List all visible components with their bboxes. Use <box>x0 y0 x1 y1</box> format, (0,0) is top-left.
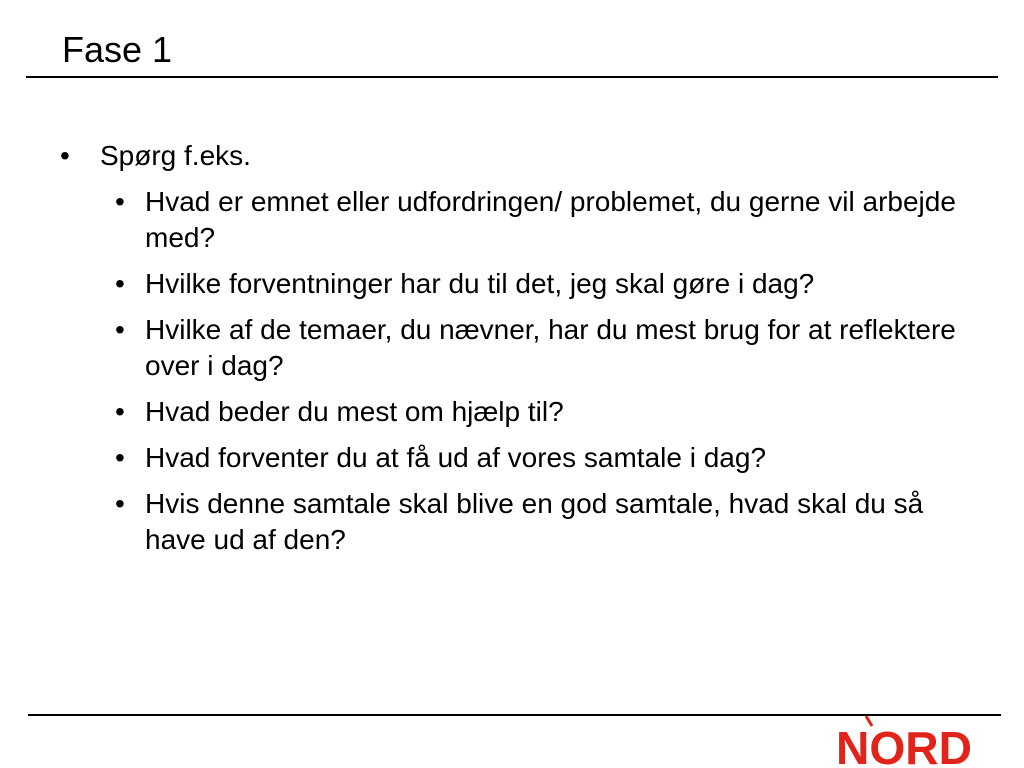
main-bullet-text: Spørg f.eks. <box>100 140 251 171</box>
main-bullet-item <box>60 138 960 174</box>
nord-logo <box>836 716 976 768</box>
sub-bullet-item <box>115 266 960 302</box>
sub-bullet-item <box>115 440 960 476</box>
sub-bullet-item <box>115 394 960 430</box>
slide-title: Fase 1 <box>62 29 173 70</box>
sub-bullet-item <box>115 486 960 558</box>
bullet-marker: • <box>115 314 125 345</box>
nord-logo-text: NORD <box>836 722 972 768</box>
bullet-marker: • <box>115 186 125 217</box>
sub-bullet-text: Hvad er emnet eller udfordringen/ problemet, du gerne vil arbejde med? <box>145 186 956 253</box>
bullet-marker: • <box>115 488 125 519</box>
sub-bullet-text: Hvis denne samtale skal blive en god samtale, hvad skal du så have ud af den? <box>145 488 924 555</box>
sub-bullet-text: Hvilke forventninger har du til det, jeg skal gøre i dag? <box>145 268 815 299</box>
sub-bullet-text: Hvilke af de temaer, du nævner, har du mest brug for at reflektere over i dag? <box>145 314 956 381</box>
sub-bullet-item <box>115 312 960 384</box>
bullet-marker: • <box>115 396 125 427</box>
sub-bullet-text: Hvad beder du mest om hjælp til? <box>145 396 564 427</box>
sub-bullet-text: Hvad forventer du at få ud af vores samtale i dag? <box>145 442 767 473</box>
bullet-marker: • <box>115 442 125 473</box>
sub-bullet-item <box>115 184 960 256</box>
bullet-marker: • <box>115 268 125 299</box>
slide-content <box>60 138 960 558</box>
bullet-marker: • <box>60 140 70 171</box>
title-divider <box>26 76 998 78</box>
